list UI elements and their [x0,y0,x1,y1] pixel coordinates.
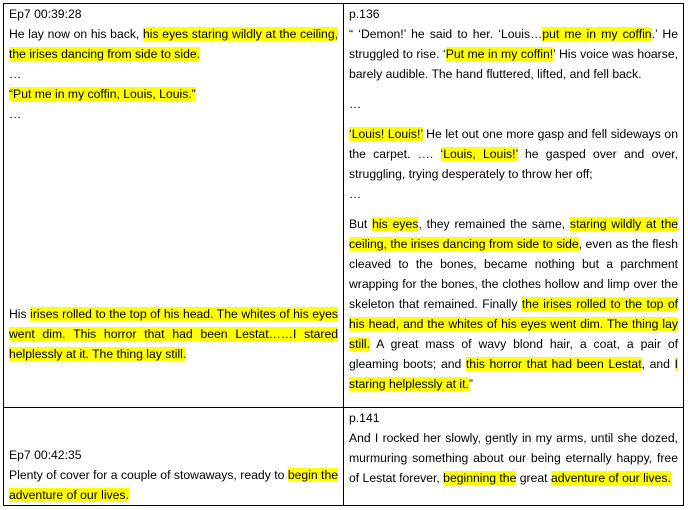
timestamp: Ep7 00:39:28 [9,7,82,21]
subtitle-paragraph [9,24,338,64]
book-cell-1 [344,4,683,408]
text-segment: And I rocked her slowly, gently in my arms, until she dozed, murmuring something about our being eternally happy, free of Lestat forever, [349,431,678,485]
text-segment: , they remained the same, [418,217,570,231]
highlighted-text: irises rolled to the top of his head. The whites of his eyes went dim. This horror that had been Lestat……I stared helplessly at it. The thing lay still. [9,307,338,361]
page-number: p.136 [349,7,380,21]
text-segment: He let out one more gasp and fell sideways on the carpet. …. [349,127,678,161]
text-segment: ’ His voice was hoarse, barely audible. The hand fluttered, lifted, and fell back. [349,47,678,81]
comparison-table [3,3,684,506]
text-segment: ” [468,377,473,391]
episode-cell-2 [4,408,344,505]
page-number: p.141 [349,411,380,425]
ellipsis: … [9,67,22,81]
highlighted-text: adventure of our lives. [550,471,671,485]
highlighted-text: Put me in my coffin! [445,47,554,61]
timestamp: Ep7 00:42:35 [9,448,82,462]
text-segment: He lay now on his back, [9,27,144,41]
highlighted-text: begin the adventure of our lives. [9,468,338,502]
quote-line [9,84,338,104]
text-segment: His [9,307,31,321]
text-segment: great [516,471,551,485]
highlighted-text: his eyes [372,217,419,231]
highlighted-text: I staring helplessly at it. [349,357,678,391]
highlighted-text: put me in my coffin [542,27,652,41]
highlighted-text: ‘Louis, Louis!’ [440,147,518,161]
text-segment: But [349,217,373,231]
text-segment: A great mass of wavy blond hair, a coat, a pair of gleaming boots; and [349,337,678,371]
text-segment: .’ He struggled to rise. ‘ [349,27,679,61]
highlighted-text: this horror that had been Lestat [465,357,642,371]
highlighted-text: beginning the [443,471,517,485]
highlight: “Put me in my coffin, Louis, Louis.” [9,87,196,101]
ellipsis: … [9,107,22,121]
highlighted-text: staring wildly at the ceiling, the irises dancing from side to side [349,217,679,251]
highlighted-text: his eyes staring wildly at the ceiling, the irises dancing from side to side. [9,27,338,61]
book-paragraph [349,214,678,394]
ellipsis: … [349,187,362,201]
ellipsis: … [349,97,362,111]
highlighted-text: ‘Louis! Louis!’ [349,127,423,141]
highlighted-text: the irises rolled to the top of his head, and the whites of his eyes went dim. The thing lay still. [349,297,678,351]
subtitle-paragraph [9,465,338,505]
book-paragraph [349,124,678,184]
book-paragraph [349,428,678,488]
text-segment: , even as the flesh cleaved to the bones, became nothing but a parchment wrapping for the bones, the clothes hollow and limp over the skeleton that remained. Finally [349,237,679,311]
book-cell-2 [344,408,683,505]
text-segment: , and [641,357,675,371]
episode-cell-1 [4,4,344,408]
text-segment: “ ‘Demon!’ he said to her. ‘Louis… [349,27,543,41]
text-segment: he gasped over and over, struggling, trying desperately to throw her off; [349,147,678,181]
book-paragraph [349,24,678,84]
text-segment: Plenty of cover for a couple of stowaways, ready to [9,468,288,482]
subtitle-paragraph [9,304,338,364]
